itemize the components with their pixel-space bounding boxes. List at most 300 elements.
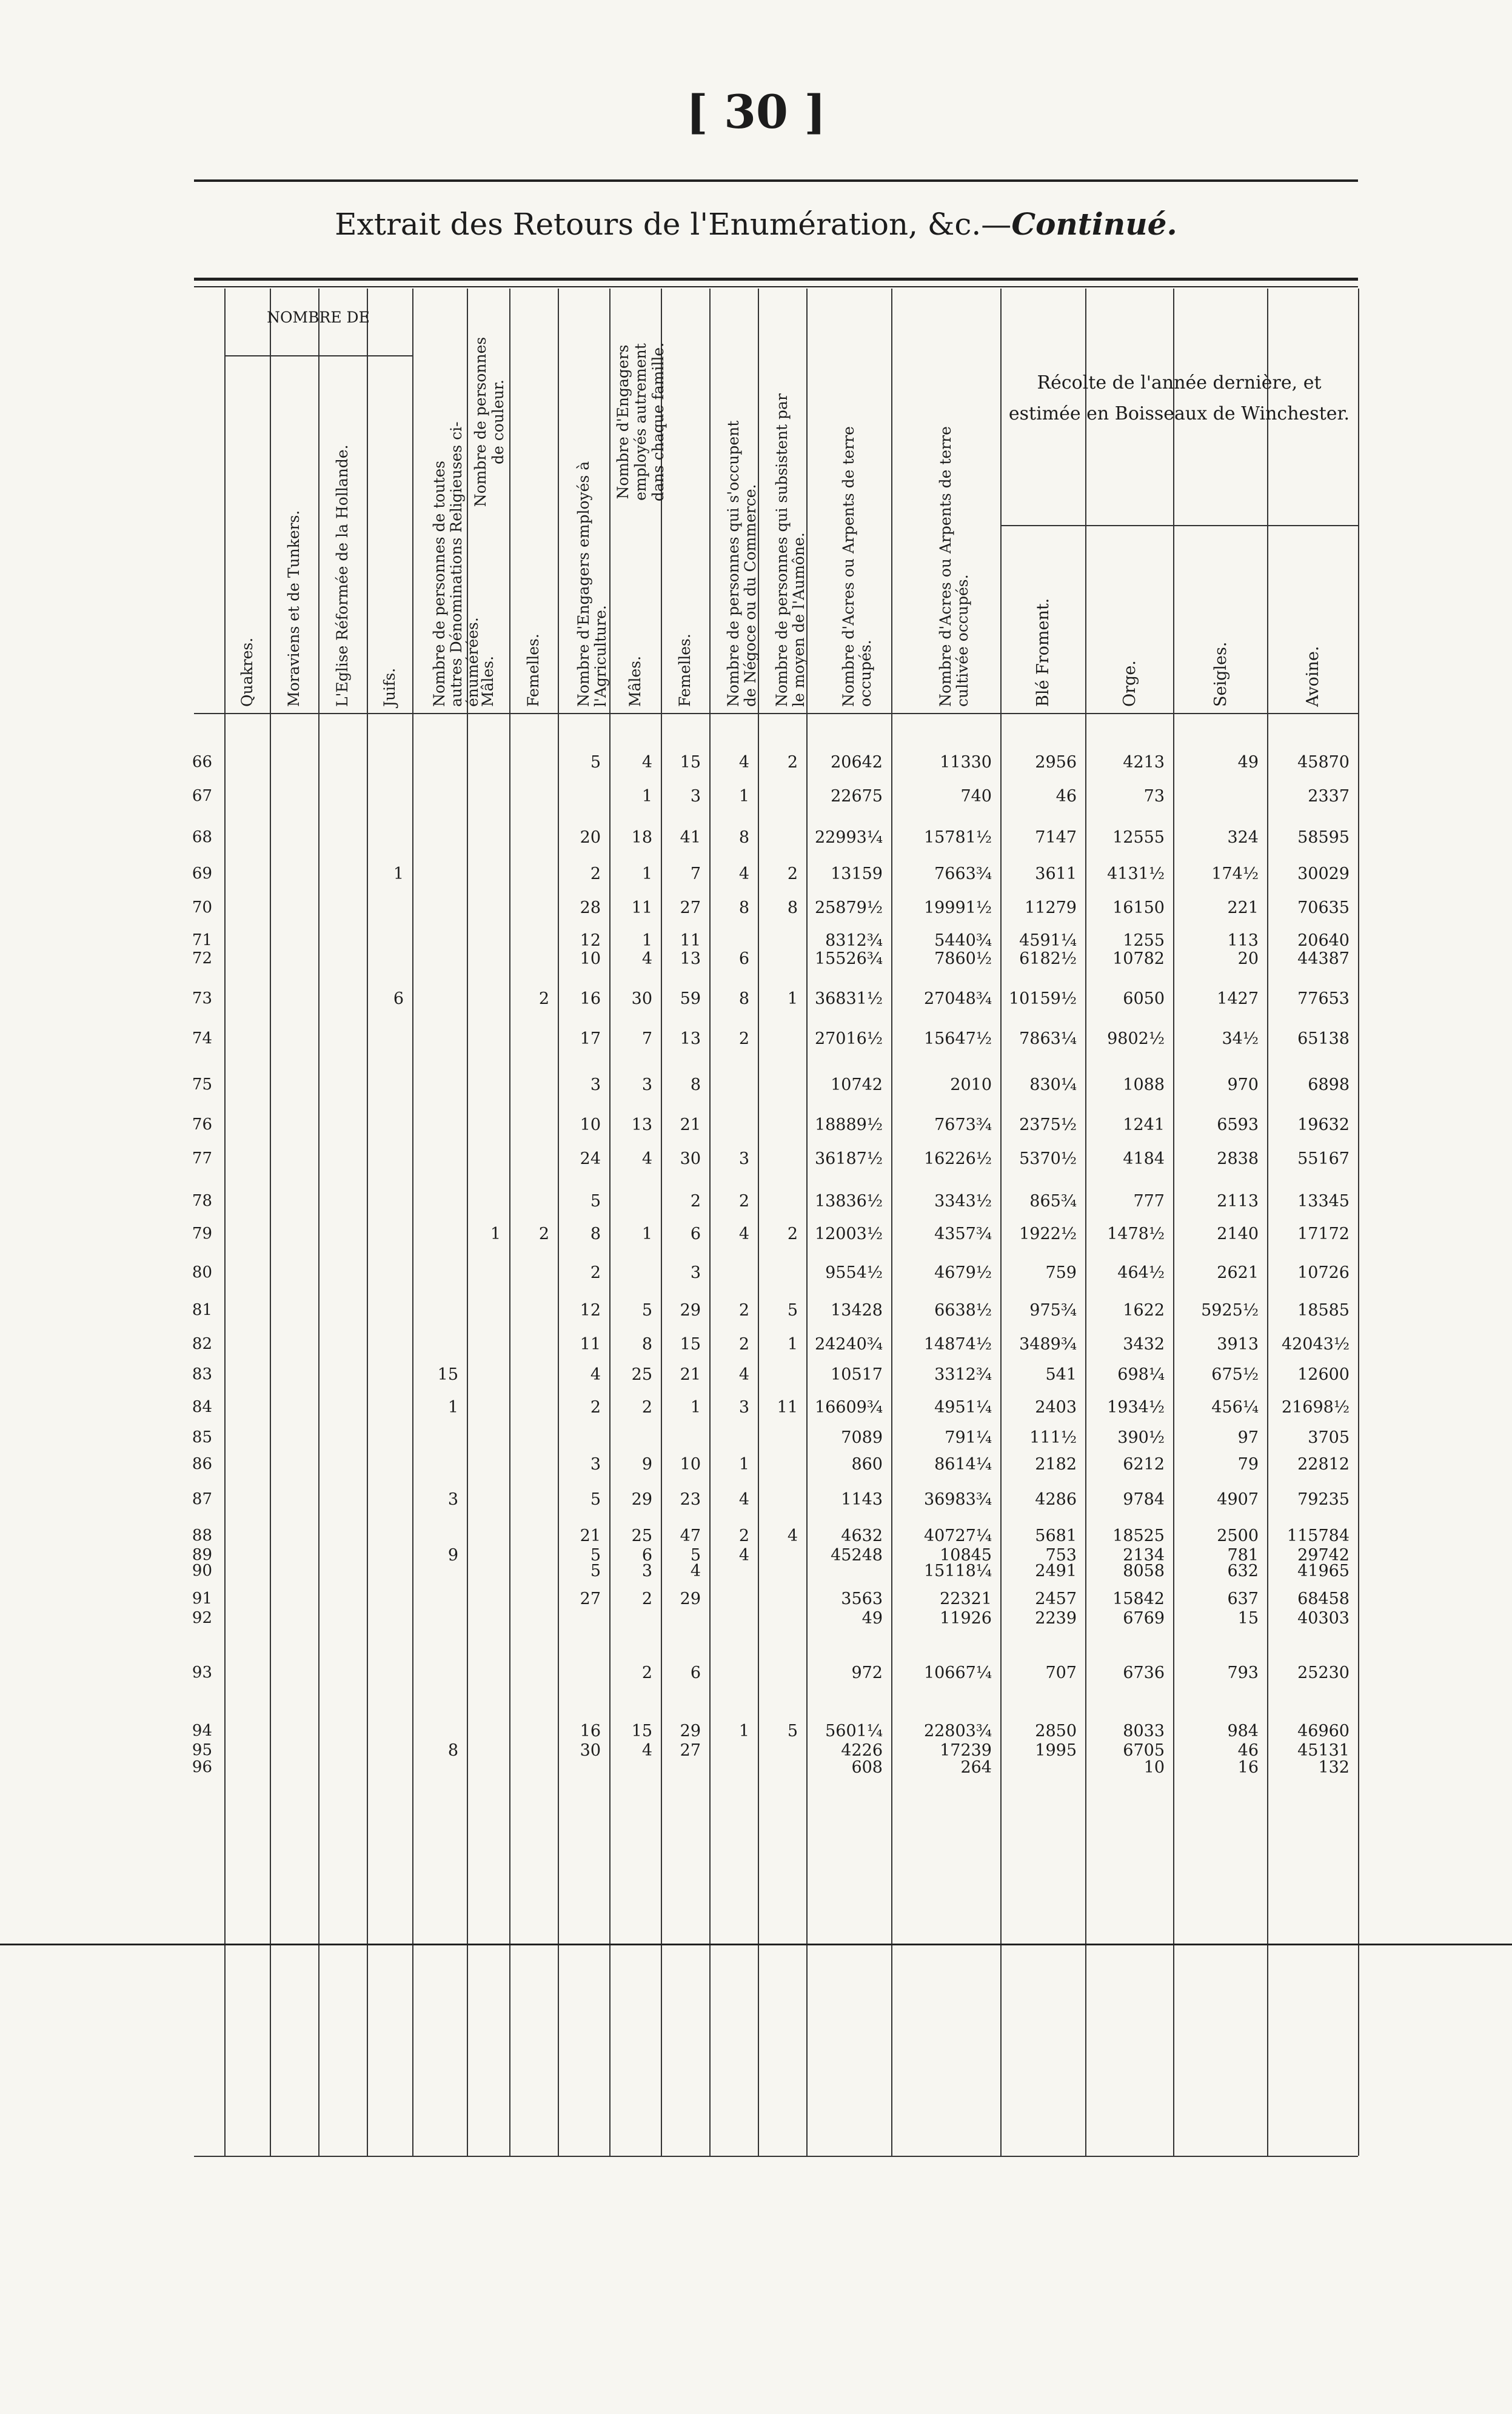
table-cell: 632 — [1227, 1562, 1259, 1580]
table-cell: 9 — [447, 1546, 458, 1565]
table-cell: 324 — [1227, 828, 1259, 847]
table-cell: 7 — [641, 1029, 652, 1048]
table-cell: 759 — [1045, 1263, 1077, 1282]
table-cell: 46960 — [1297, 1722, 1350, 1740]
table-cell: 6182½ — [1019, 949, 1077, 968]
column-divider — [1000, 289, 1002, 2156]
table-cell: 36831½ — [814, 989, 883, 1008]
table-cell: 9802½ — [1107, 1029, 1165, 1048]
table-cell: 1922½ — [1019, 1225, 1077, 1243]
table-cell: 2 — [641, 1398, 652, 1417]
table-cell: 15 — [631, 1722, 652, 1740]
table-cell: 464½ — [1117, 1263, 1165, 1282]
row-number: 68 — [192, 828, 212, 846]
table-cell: 456¼ — [1211, 1398, 1259, 1417]
table-cell: 3 — [738, 1398, 749, 1417]
table-cell: 25879½ — [814, 898, 883, 917]
table-cell: 6050 — [1123, 989, 1165, 1008]
table-cell: 2 — [738, 1301, 749, 1320]
table-cell: 45248 — [831, 1546, 883, 1565]
table-cell: 2 — [690, 1192, 701, 1211]
table-cell: 4907 — [1217, 1490, 1259, 1509]
column-divider — [1358, 289, 1359, 2156]
column-header-label: Juifs. — [380, 667, 398, 707]
table-cell: 8312¾ — [825, 931, 883, 950]
table-cell: 3 — [590, 1075, 601, 1094]
table-cell: 5 — [590, 1192, 601, 1211]
table-cell: 25 — [631, 1526, 652, 1545]
table-cell: 777 — [1133, 1192, 1165, 1211]
table-cell: 2500 — [1217, 1526, 1259, 1545]
column-divider — [367, 289, 368, 2156]
table-cell: 24240¾ — [814, 1335, 883, 1354]
column-header-label: L'Eglise Réformée de la Hollande. — [333, 444, 351, 707]
section-divider — [0, 1944, 1512, 1945]
table-top-rule — [194, 278, 1358, 281]
column-header-label: Moraviens et de Tunkers. — [285, 510, 303, 707]
table-cell: 2 — [787, 864, 798, 883]
table-cell: 111½ — [1029, 1428, 1077, 1447]
column-header-label: Nombre de personnes de toutes autres Dénominations Religieuses ci-énumérées. — [430, 421, 481, 707]
table-cell: 3 — [590, 1455, 601, 1474]
table-cell: 3343½ — [934, 1192, 992, 1211]
table-cell: 9784 — [1123, 1490, 1165, 1509]
row-number: 87 — [192, 1490, 212, 1508]
table-cell: 27048¾ — [923, 989, 992, 1008]
table-cell: 34½ — [1222, 1029, 1259, 1048]
header-bottom-rule — [194, 713, 1358, 714]
column-header-label: Quakres. — [238, 637, 256, 707]
table-cell: 5 — [690, 1546, 701, 1565]
table-cell: 3 — [738, 1149, 749, 1168]
table-cell: 4 — [641, 949, 652, 968]
table-cell: 865¾ — [1029, 1192, 1077, 1211]
table-cell: 15 — [680, 1335, 701, 1354]
table-cell: 3489¾ — [1019, 1335, 1077, 1354]
title-main: Extrait des Retours de l'Enumération, &c.— — [335, 207, 1012, 242]
table-cell: 2 — [590, 864, 601, 883]
table-cell: 18585 — [1297, 1301, 1350, 1320]
table-cell: 19991½ — [923, 898, 992, 917]
table-cell: 9554½ — [825, 1263, 883, 1282]
table-cell: 2 — [590, 1263, 601, 1282]
table-cell: 1478½ — [1107, 1225, 1165, 1243]
row-number: 73 — [192, 989, 212, 1008]
table-cell: 12 — [580, 1301, 601, 1320]
table-cell: 6898 — [1308, 1075, 1350, 1094]
table-cell: 97 — [1237, 1428, 1259, 1447]
row-number: 94 — [192, 1722, 212, 1740]
table-cell: 5601¼ — [825, 1722, 883, 1740]
table-cell: 29 — [631, 1490, 652, 1509]
table-cell: 675½ — [1211, 1365, 1259, 1384]
table-cell: 2 — [590, 1398, 601, 1417]
row-number: 85 — [192, 1428, 212, 1446]
table-cell: 36983¾ — [923, 1490, 992, 1509]
table-cell: 2 — [738, 1526, 749, 1545]
enumeration-table — [0, 289, 1512, 2180]
table-cell: 21 — [580, 1526, 601, 1545]
table-top-rule-thin — [194, 286, 1358, 287]
table-cell: 8058 — [1123, 1562, 1165, 1580]
table-cell: 10742 — [831, 1075, 883, 1094]
table-cell: 22321 — [940, 1590, 992, 1608]
table-cell: 68458 — [1297, 1590, 1350, 1608]
table-cell: 21 — [680, 1365, 701, 1384]
table-cell: 1255 — [1123, 931, 1165, 950]
table-cell: 8 — [738, 898, 749, 917]
table-cell: 41965 — [1297, 1562, 1350, 1580]
group-header-recolte: Récolte de l'année dernière, et estimée en Boisseaux de Winchester. — [1008, 372, 1350, 424]
table-cell: 1 — [641, 864, 652, 883]
table-cell: 13836½ — [814, 1192, 883, 1211]
table-cell: 2 — [641, 1590, 652, 1608]
column-divider — [661, 289, 662, 2156]
table-cell: 45131 — [1297, 1741, 1350, 1760]
table-cell: 4184 — [1123, 1149, 1165, 1168]
row-number: 72 — [192, 949, 212, 968]
table-cell: 17172 — [1297, 1225, 1350, 1243]
table-cell: 637 — [1227, 1590, 1259, 1608]
table-cell: 4131½ — [1107, 864, 1165, 883]
table-cell: 13428 — [831, 1301, 883, 1320]
table-cell: 23 — [680, 1490, 701, 1509]
column-header-label: Nombre d'Acres ou Arpents de terre cultivée occupés. — [937, 426, 971, 707]
table-cell: 781 — [1227, 1546, 1259, 1565]
row-number: 86 — [192, 1455, 212, 1473]
table-cell: 264 — [960, 1758, 992, 1777]
table-cell: 14874½ — [923, 1335, 992, 1354]
row-number: 93 — [192, 1663, 212, 1682]
column-divider — [412, 289, 413, 2156]
table-cell: 1 — [641, 1225, 652, 1243]
table-cell: 5 — [787, 1722, 798, 1740]
row-number: 77 — [192, 1149, 212, 1168]
table-cell: 13345 — [1297, 1192, 1350, 1211]
table-cell: 2 — [538, 1225, 549, 1243]
row-number: 80 — [192, 1263, 212, 1282]
table-cell: 47 — [680, 1526, 701, 1545]
column-divider — [709, 289, 711, 2156]
table-cell: 8614¼ — [934, 1455, 992, 1474]
table-cell: 4 — [738, 1365, 749, 1384]
table-cell: 4 — [690, 1562, 701, 1580]
table-cell: 18889½ — [814, 1115, 883, 1134]
table-cell: 11926 — [940, 1609, 992, 1628]
table-cell: 1 — [447, 1398, 458, 1417]
table-cell: 10159½ — [1008, 989, 1077, 1008]
table-cell: 5 — [590, 1546, 601, 1565]
table-cell: 1427 — [1217, 989, 1259, 1008]
table-cell: 22803¾ — [923, 1722, 992, 1740]
table-cell: 4 — [641, 753, 652, 772]
table-cell: 8 — [738, 828, 749, 847]
table-cell: 10517 — [831, 1365, 883, 1384]
table-cell: 4 — [738, 1225, 749, 1243]
table-cell: 10726 — [1297, 1263, 1350, 1282]
table-cell: 22675 — [831, 787, 883, 806]
table-cell: 3312¾ — [934, 1365, 992, 1384]
table-cell: 1 — [787, 1335, 798, 1354]
row-number: 84 — [192, 1398, 212, 1416]
table-cell: 2010 — [950, 1075, 992, 1094]
table-cell: 6 — [393, 989, 404, 1008]
table-cell: 1622 — [1123, 1301, 1165, 1320]
table-cell: 6705 — [1123, 1741, 1165, 1760]
table-cell: 2239 — [1035, 1609, 1077, 1628]
table-cell: 3 — [690, 1263, 701, 1282]
table-cell: 3 — [641, 1075, 652, 1094]
table-cell: 1934½ — [1107, 1398, 1165, 1417]
table-cell: 4 — [738, 1546, 749, 1565]
table-cell: 4286 — [1035, 1490, 1077, 1509]
table-cell: 2956 — [1035, 753, 1077, 772]
table-cell: 15526¾ — [814, 949, 883, 968]
table-cell: 2182 — [1035, 1455, 1077, 1474]
page-number: [ 30 ] — [686, 85, 826, 139]
table-cell: 1995 — [1035, 1741, 1077, 1760]
table-cell: 221 — [1227, 898, 1259, 917]
table-cell: 17 — [580, 1029, 601, 1048]
table-cell: 42043½ — [1281, 1335, 1350, 1354]
table-cell: 2134 — [1123, 1546, 1165, 1565]
table-cell: 10845 — [940, 1546, 992, 1565]
table-cell: 5 — [641, 1301, 652, 1320]
group-rule — [224, 355, 412, 356]
table-cell: 16226½ — [923, 1149, 992, 1168]
table-cell: 6593 — [1217, 1115, 1259, 1134]
table-cell: 7147 — [1035, 828, 1077, 847]
page-title — [0, 206, 1512, 242]
table-cell: 27 — [680, 898, 701, 917]
table-cell: 8 — [690, 1075, 701, 1094]
table-cell: 11 — [680, 931, 701, 950]
column-divider — [1267, 289, 1268, 2156]
table-cell: 16 — [1237, 1758, 1259, 1777]
table-cell: 4632 — [841, 1526, 883, 1545]
column-header-label: Nombre d'Acres ou Arpents de terre occupés. — [840, 426, 874, 707]
column-header-label: Nombre d'Engagers employés à l'Agriculture. — [574, 461, 609, 707]
table-cell: 4951¼ — [934, 1398, 992, 1417]
title-continued: Continué. — [1011, 206, 1177, 242]
table-cell: 13 — [631, 1115, 652, 1134]
table-cell: 4 — [738, 753, 749, 772]
table-cell: 30029 — [1297, 864, 1350, 883]
row-number: 70 — [192, 898, 212, 917]
table-cell: 16150 — [1112, 898, 1165, 917]
column-divider — [609, 289, 610, 2156]
table-cell: 7860½ — [934, 949, 992, 968]
table-cell: 6736 — [1123, 1663, 1165, 1682]
table-cell: 4591¼ — [1019, 931, 1077, 950]
table-cell: 3563 — [841, 1590, 883, 1608]
table-cell: 6 — [690, 1663, 701, 1682]
row-number: 76 — [192, 1115, 212, 1134]
table-cell: 860 — [851, 1455, 883, 1474]
table-cell: 4 — [641, 1149, 652, 1168]
row-number: 66 — [192, 753, 212, 771]
table-cell: 1 — [787, 989, 798, 1008]
table-cell: 15 — [437, 1365, 458, 1384]
table-cell: 29 — [680, 1301, 701, 1320]
table-cell: 79 — [1237, 1455, 1259, 1474]
table-cell: 46 — [1237, 1741, 1259, 1760]
column-header-label: Orge. — [1120, 660, 1139, 707]
table-cell: 975¾ — [1029, 1301, 1077, 1320]
table-bottom-rule — [194, 2156, 1358, 2157]
table-cell: 13159 — [831, 864, 883, 883]
table-cell: 8 — [447, 1741, 458, 1760]
table-cell: 22993¼ — [814, 828, 883, 847]
table-cell: 3 — [690, 787, 701, 806]
column-divider — [558, 289, 559, 2156]
table-cell: 1 — [738, 1722, 749, 1740]
table-cell: 2838 — [1217, 1149, 1259, 1168]
column-header-label: Femelles. — [676, 634, 694, 707]
table-cell: 3 — [641, 1562, 652, 1580]
table-cell: 44387 — [1297, 949, 1350, 968]
table-cell: 30 — [680, 1149, 701, 1168]
column-divider — [270, 289, 271, 2156]
table-cell: 5681 — [1035, 1526, 1077, 1545]
table-cell: 65138 — [1297, 1029, 1350, 1048]
table-cell: 8 — [641, 1335, 652, 1354]
table-cell: 12555 — [1112, 828, 1165, 847]
table-cell: 8 — [590, 1225, 601, 1243]
table-cell: 4357¾ — [934, 1225, 992, 1243]
table-cell: 10 — [580, 949, 601, 968]
table-cell: 8033 — [1123, 1722, 1165, 1740]
table-cell: 6638½ — [934, 1301, 992, 1320]
table-cell: 58595 — [1297, 828, 1350, 847]
table-cell: 19632 — [1297, 1115, 1350, 1134]
table-cell: 21 — [680, 1115, 701, 1134]
group-header-nombre-de: NOMBRE DE — [267, 309, 370, 326]
table-cell: 2375½ — [1019, 1115, 1077, 1134]
table-cell: 20 — [1237, 949, 1259, 968]
table-cell: 29 — [680, 1590, 701, 1608]
table-cell: 4 — [590, 1365, 601, 1384]
row-number: 81 — [192, 1301, 212, 1319]
table-cell: 4226 — [841, 1741, 883, 1760]
row-number: 96 — [192, 1758, 212, 1776]
group-label: Nombre d'Engagers employés autrement dans chaque famille. — [614, 342, 667, 502]
row-number: 69 — [192, 864, 212, 883]
table-cell: 7673¾ — [934, 1115, 992, 1134]
table-cell: 541 — [1045, 1365, 1077, 1384]
table-cell: 10 — [580, 1115, 601, 1134]
table-cell: 8 — [787, 898, 798, 917]
table-cell: 5925½ — [1201, 1301, 1259, 1320]
table-cell: 11 — [777, 1398, 798, 1417]
column-divider — [1085, 289, 1086, 2156]
table-cell: 20642 — [831, 753, 883, 772]
group-label: Nombre de personnes de couleur. — [472, 336, 507, 507]
table-cell: 10 — [1143, 1758, 1165, 1777]
table-cell: 28 — [580, 898, 601, 917]
table-cell: 45870 — [1297, 753, 1350, 772]
group-rule — [1000, 525, 1358, 526]
table-cell: 18525 — [1112, 1526, 1165, 1545]
table-cell: 1 — [641, 787, 652, 806]
column-divider — [224, 289, 226, 2156]
table-cell: 5 — [590, 1562, 601, 1580]
table-cell: 791¼ — [945, 1428, 992, 1447]
table-cell: 11 — [631, 898, 652, 917]
table-cell: 1 — [690, 1398, 701, 1417]
table-cell: 970 — [1227, 1075, 1259, 1094]
table-cell: 3705 — [1308, 1428, 1350, 1447]
column-header-label: Blé Froment. — [1034, 598, 1052, 707]
table-cell: 46 — [1055, 787, 1077, 806]
table-cell: 36187½ — [814, 1149, 883, 1168]
table-cell: 13 — [680, 1029, 701, 1048]
table-cell: 16609¾ — [814, 1398, 883, 1417]
table-cell: 7663¾ — [934, 864, 992, 883]
table-cell: 2337 — [1308, 787, 1350, 806]
table-cell: 40303 — [1297, 1609, 1350, 1628]
table-cell: 2850 — [1035, 1722, 1077, 1740]
table-cell: 49 — [861, 1609, 883, 1628]
row-number: 88 — [192, 1526, 212, 1545]
table-cell: 15118¼ — [923, 1562, 992, 1580]
table-cell: 25230 — [1297, 1663, 1350, 1682]
column-header-label: Avoine. — [1303, 646, 1322, 707]
table-cell: 3913 — [1217, 1335, 1259, 1354]
table-cell: 2 — [787, 1225, 798, 1243]
row-number: 75 — [192, 1075, 212, 1094]
table-cell: 15842 — [1112, 1590, 1165, 1608]
table-cell: 1 — [738, 1455, 749, 1474]
table-cell: 20640 — [1297, 931, 1350, 950]
table-cell: 1088 — [1123, 1075, 1165, 1094]
table-cell: 2403 — [1035, 1398, 1077, 1417]
table-cell: 30 — [631, 989, 652, 1008]
table-cell: 27 — [680, 1741, 701, 1760]
table-cell: 77653 — [1297, 989, 1350, 1008]
table-cell: 20 — [580, 828, 601, 847]
row-number: 74 — [192, 1029, 212, 1048]
table-cell: 3432 — [1123, 1335, 1165, 1354]
table-cell: 830¼ — [1029, 1075, 1077, 1094]
row-number: 71 — [192, 931, 212, 949]
table-cell: 2621 — [1217, 1263, 1259, 1282]
table-cell: 70635 — [1297, 898, 1350, 917]
table-cell: 2 — [787, 753, 798, 772]
table-cell: 15647½ — [923, 1029, 992, 1048]
table-cell: 79235 — [1297, 1490, 1350, 1509]
table-cell: 5 — [787, 1301, 798, 1320]
table-cell: 25 — [631, 1365, 652, 1384]
table-cell: 608 — [851, 1758, 883, 1777]
table-cell: 18 — [631, 828, 652, 847]
table-cell: 5 — [590, 753, 601, 772]
table-cell: 24 — [580, 1149, 601, 1168]
table-cell: 2491 — [1035, 1562, 1077, 1580]
table-cell: 753 — [1045, 1546, 1077, 1565]
table-cell: 10782 — [1112, 949, 1165, 968]
table-cell: 7863¼ — [1019, 1029, 1077, 1048]
row-number: 82 — [192, 1335, 212, 1353]
table-cell: 6769 — [1123, 1609, 1165, 1628]
table-cell: 2 — [538, 989, 549, 1008]
title-rule — [194, 179, 1358, 182]
table-cell: 15 — [680, 753, 701, 772]
table-cell: 4 — [738, 1490, 749, 1509]
table-cell: 1 — [393, 864, 404, 883]
column-header-label: Seigles. — [1211, 641, 1230, 707]
table-cell: 2113 — [1217, 1192, 1259, 1211]
